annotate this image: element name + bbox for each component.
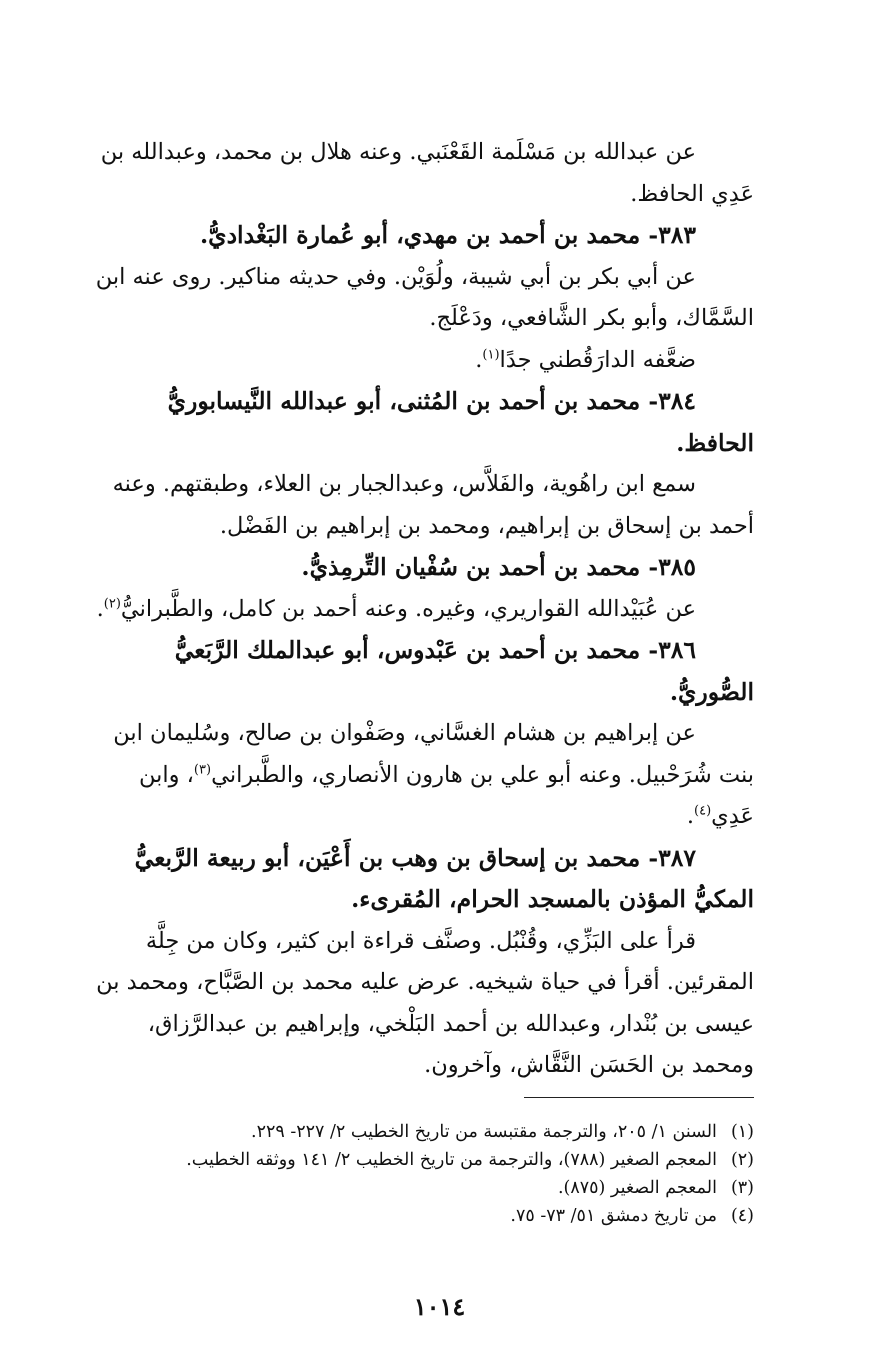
text-segment: ، وابن bbox=[139, 761, 194, 788]
text-segment: عن عُبَيْدالله القواريري، وغيره. وعنه أحمد بن كامل، والطَّبرانيُّ bbox=[120, 595, 696, 622]
text-line: عَدِي الحافظ. bbox=[630, 180, 754, 207]
entry-heading-387-cont: المكيُّ المؤذن بالمسجد الحرام، المُقرىء. bbox=[351, 885, 754, 913]
text-line: سمع ابن راهُوية، والفَلاَّس، وعبدالجبار بن العلاء، وطبقتهم. وعنه bbox=[112, 471, 696, 497]
entry-heading-387: ٣٨٧- محمد بن إسحاق بن وهب بن أَعْيَن، أبو ربيعة الرَّبعيُّ bbox=[134, 843, 696, 872]
footnote-ref-3: (٣) bbox=[193, 762, 212, 777]
footnote bbox=[40, 1202, 754, 1230]
text-segment: عَدِي bbox=[711, 803, 754, 829]
text-segment: بنت شُرَحْبيل. وعنه أبو علي بن هارون الأنصاري، والطَّبراني bbox=[211, 761, 754, 788]
footnote bbox=[40, 1118, 754, 1146]
footnote-text: السنن ١/ ٢٠٥، والترجمة مقتبسة من تاريخ الخطيب ٢/ ٢٢٧- ٢٢٩. bbox=[250, 1122, 717, 1142]
main-text bbox=[40, 132, 754, 1087]
text-line: عن أبي بكر بن أبي شيبة، ولُوَيْن. وفي حديثه مناكير. روى عنه ابن bbox=[95, 263, 696, 290]
entry-heading-386-cont: الصُّوريُّ. bbox=[669, 677, 754, 706]
text-segment: ضعَّفه الدارَقُطني جدًا bbox=[499, 346, 696, 373]
text-line: السَّمَّاك، وأبو بكر الشَّافعي، ودَعْلَج. bbox=[429, 305, 754, 331]
footnotes bbox=[40, 1118, 754, 1230]
footnote-ref-1: (١) bbox=[482, 347, 500, 362]
entry-heading-384-cont: الحافظ. bbox=[676, 428, 754, 457]
text-line bbox=[40, 589, 754, 631]
page-number: ١٠١٤ bbox=[413, 1292, 466, 1321]
text-line: قرأ على البَزِّي، وقُنْبُل. وصنَّف قراءة ابن كثير، وكان من جِلَّة bbox=[145, 927, 696, 954]
text-segment: . bbox=[96, 595, 104, 622]
footnote bbox=[40, 1174, 754, 1202]
text-line: المقرئين. أقرأ في حياة شيخيه. عرض عليه محمد بن الصَّبَّاح، ومحمد بن bbox=[96, 969, 754, 995]
footnote-number: (٣) bbox=[730, 1178, 754, 1198]
entry-heading-383: ٣٨٣- محمد بن أحمد بن مهدي، أبو عُمارة البَغْداديُّ. bbox=[200, 221, 696, 249]
text-line: أحمد بن إسحاق بن إبراهيم، ومحمد بن إبراهيم بن الفَضْل. bbox=[219, 512, 754, 539]
footnote bbox=[40, 1146, 754, 1174]
text-line: عن عبدالله بن مَسْلَمة القَعْنَبي. وعنه هلال بن محمد، وعبدالله بن bbox=[100, 139, 696, 165]
footnote-number: (١) bbox=[730, 1122, 754, 1142]
footnote-text: من تاريخ دمشق ٥١/ ٧٣- ٧٥. bbox=[510, 1206, 717, 1226]
footnote-divider bbox=[524, 1097, 754, 1098]
text-line: عن إبراهيم بن هشام الغسَّاني، وصَفْوان بن صالح، وسُليمان ابن bbox=[113, 720, 696, 746]
entry-heading-385: ٣٨٥- محمد بن أحمد بن سُفْيان التِّرمِذيُّ. bbox=[301, 553, 696, 581]
entry-heading-384: ٣٨٤- محمد بن أحمد بن المُثنى، أبو عبدالله النَّيسابوريُّ bbox=[167, 387, 696, 415]
text-segment: . bbox=[475, 346, 483, 373]
text-line bbox=[40, 755, 754, 797]
footnote-text: المعجم الصغير (٧٨٨)، والترجمة من تاريخ الخطيب ٢/ ١٤١ ووثقه الخطيب. bbox=[186, 1150, 717, 1170]
text-line: ومحمد بن الحَسَن النَّقَّاش، وآخرون. bbox=[424, 1052, 754, 1078]
entry-heading-386: ٣٨٦- محمد بن أحمد بن عَبْدوس، أبو عبدالملك الرَّبَعيُّ bbox=[174, 636, 696, 664]
text-line: عيسى بن بُنْدار، وعبدالله بن أحمد البَلْخي، وإبراهيم بن عبدالرَّزاق، bbox=[147, 1010, 754, 1037]
footnote-number: (٤) bbox=[730, 1206, 754, 1226]
footnote-ref-4: (٤) bbox=[694, 803, 712, 819]
footnote-number: (٢) bbox=[730, 1150, 754, 1170]
text-line bbox=[40, 340, 754, 382]
footnote-text: المعجم الصغير (٨٧٥). bbox=[557, 1178, 717, 1198]
footnote-ref-2: (٢) bbox=[103, 596, 121, 611]
text-segment: . bbox=[686, 803, 694, 829]
text-line bbox=[40, 796, 754, 838]
